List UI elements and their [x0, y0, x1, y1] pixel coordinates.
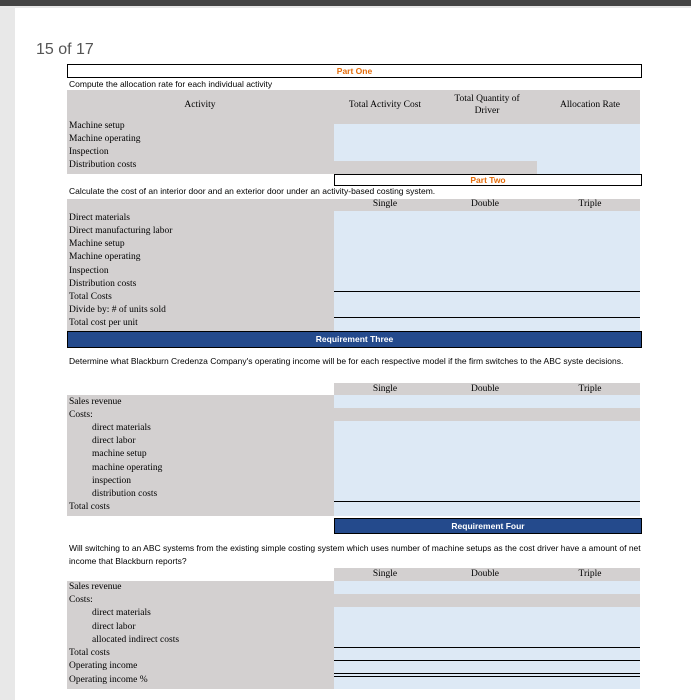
req-four-instruction: Will switching to an ABC systems from the existing simple costing system which uses number of machine setups as the cost driver have a amount of net income that Blackburn reports?: [69, 543, 641, 566]
r4-sales-input[interactable]: [334, 581, 640, 594]
col-activity: Activity: [184, 100, 216, 110]
r4-row-costs: Costs:: [69, 595, 93, 605]
r4-row-sales-revenue: Sales revenue: [69, 582, 122, 592]
req-three-title: Requirement Three: [315, 334, 394, 344]
row-machine-setup: Machine setup: [69, 121, 125, 131]
row-distribution-costs: Distribution costs: [69, 160, 137, 170]
p2-col-triple: Triple: [578, 199, 602, 209]
part-one-input-last[interactable]: [537, 161, 640, 174]
r3-row-direct-materials: direct materials: [92, 423, 151, 433]
r3-row-machine-setup: machine setup: [92, 449, 147, 459]
r3-col-triple: Triple: [578, 384, 602, 394]
part-two-total-line: [334, 291, 640, 292]
p2-row-divide-units: Divide by: # of units sold: [69, 305, 166, 315]
r4-row-operating-income-pct: Operating income %: [69, 675, 148, 685]
part-two-instruction: Calculate the cost of an interior door and an exterior door under an activity-based costing system.: [69, 186, 436, 196]
col-total-activity-cost: Total Activity Cost: [348, 100, 422, 110]
req-three-band: [67, 331, 642, 348]
r4-col-double: Double: [471, 569, 499, 579]
p2-row-direct-materials: Direct materials: [69, 213, 130, 223]
req-four-band: [334, 518, 642, 534]
r4-costs-gray: [334, 594, 640, 607]
p2-row-direct-labor: Direct manufacturing labor: [69, 226, 173, 236]
req-four-income-line: [334, 660, 640, 661]
p2-row-total-costs: Total Costs: [69, 292, 112, 302]
r4-row-allocated-indirect: allocated indirect costs: [92, 635, 180, 645]
r3-row-machine-operating: machine operating: [92, 463, 163, 473]
p2-row-inspection: Inspection: [69, 266, 109, 276]
p2-row-distribution-costs: Distribution costs: [69, 279, 137, 289]
r4-row-operating-income: Operating income: [69, 661, 138, 671]
row-machine-operating: Machine operating: [69, 134, 141, 144]
r3-row-direct-labor: direct labor: [92, 436, 136, 446]
p2-col-double: Double: [471, 199, 499, 209]
p2-row-machine-operating: Machine operating: [69, 252, 141, 262]
r3-row-total-costs: Total costs: [69, 502, 110, 512]
part-two-header-bar: [334, 174, 642, 186]
part-two-title: Part Two: [470, 175, 506, 185]
col-total-quantity-driver: Total Quantity of Driver: [454, 94, 520, 116]
r3-row-costs: Costs:: [69, 410, 93, 420]
req-four-title: Requirement Four: [451, 521, 525, 531]
r4-col-triple: Triple: [578, 569, 602, 579]
r3-row-inspection: inspection: [92, 476, 132, 486]
req-four-double-line: [334, 676, 640, 677]
r4-row-total-costs: Total costs: [69, 648, 110, 658]
window-top-bar: [0, 0, 691, 6]
part-one-title: Part One: [336, 66, 373, 76]
r4-col-single: Single: [372, 569, 398, 579]
part-one-header-bar: [67, 64, 642, 78]
req-three-instruction: Determine what Blackburn Credenza Company's operating income will be for each respective model if the firm switches to the ABC syste decisions.: [69, 356, 624, 366]
req-three-total-line: [334, 501, 640, 502]
part-one-gray-row: [334, 161, 537, 174]
page-indicator: 15 of 17: [36, 41, 94, 58]
p2-col-single: Single: [372, 199, 398, 209]
col-allocation-rate: Allocation Rate: [560, 100, 620, 110]
row-inspection: Inspection: [69, 147, 109, 157]
part-two-input-area[interactable]: [334, 211, 640, 331]
r3-row-sales-revenue: Sales revenue: [69, 397, 122, 407]
p2-row-machine-setup: Machine setup: [69, 239, 125, 249]
r3-row-distribution-costs: distribution costs: [92, 489, 158, 499]
pdf-page: [15, 8, 691, 700]
part-two-unit-line: [334, 317, 640, 318]
r3-sales-input[interactable]: [334, 395, 640, 408]
r3-costs-gray: [334, 408, 640, 421]
part-one-instruction: Compute the allocation rate for each individual activity: [69, 79, 273, 89]
req-four-total-line: [334, 647, 640, 648]
r4-row-direct-labor: direct labor: [92, 622, 136, 632]
r3-col-double: Double: [471, 384, 499, 394]
req-four-pct-line: [334, 673, 640, 674]
r4-row-direct-materials: direct materials: [92, 608, 151, 618]
p2-row-cost-per-unit: Total cost per unit: [69, 318, 138, 328]
r3-col-single: Single: [372, 384, 398, 394]
part-one-input-area[interactable]: [334, 124, 640, 161]
